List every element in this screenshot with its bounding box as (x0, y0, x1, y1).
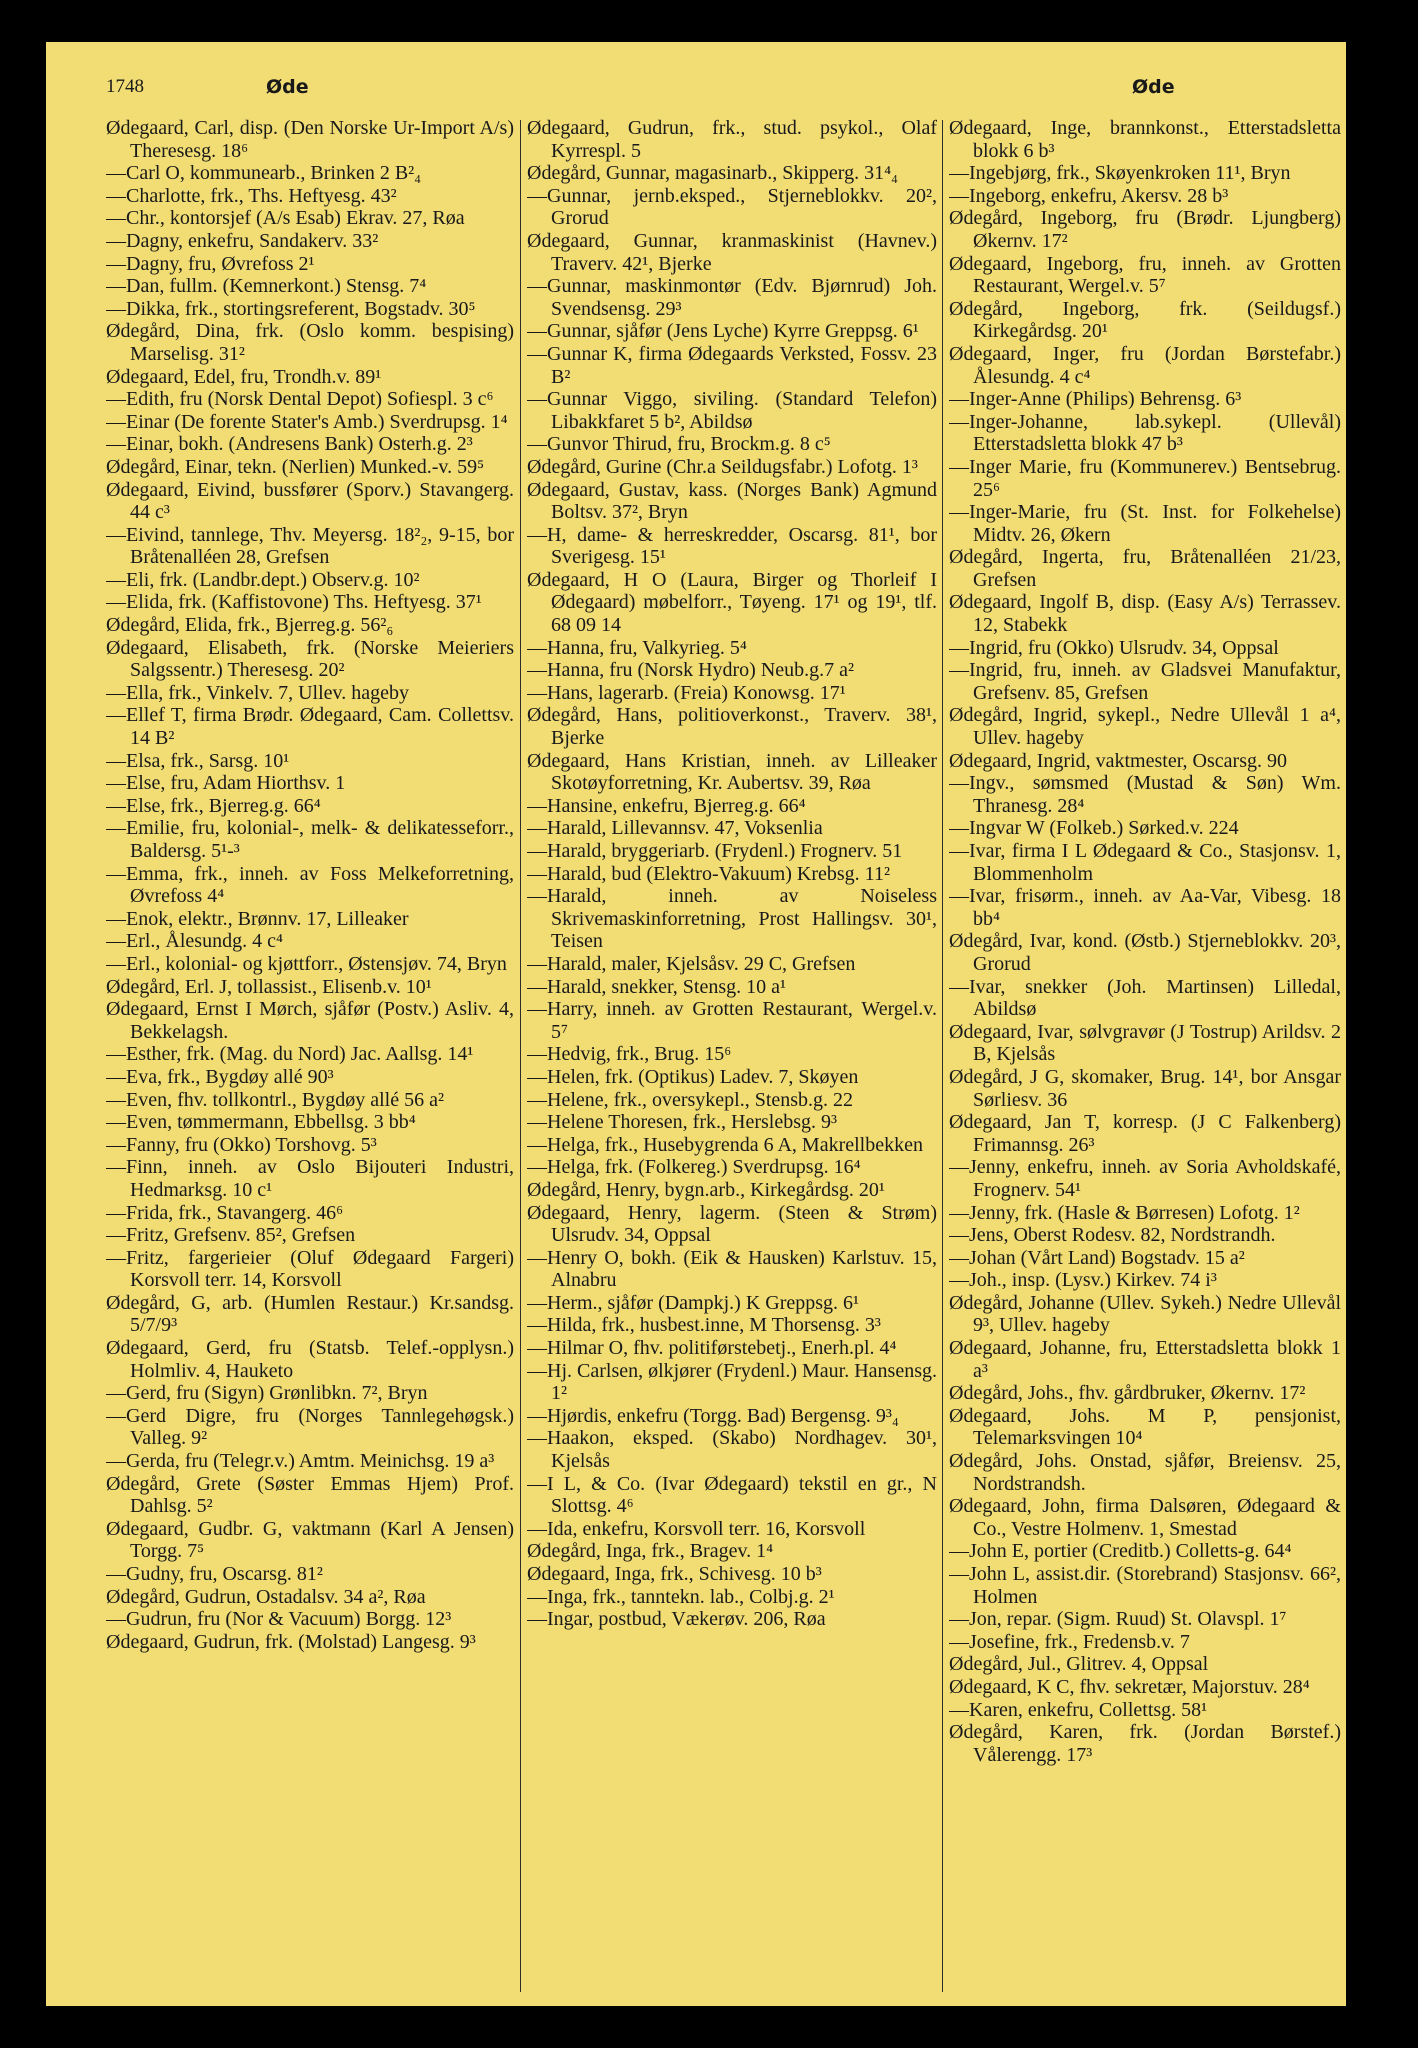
directory-entry: —Fritz, fargerieier (Oluf Ødegaard Fargeri) Korsvoll terr. 14, Korsvoll (106, 1246, 514, 1292)
directory-entry: Ødegaard, Gunnar, kranmaskinist (Havnev.) Traverv. 42¹, Bjerke (527, 229, 937, 275)
directory-entry: —Helga, frk. (Folkereg.) Sverdrupsg. 16⁴ (527, 1156, 861, 1179)
directory-entry: —Harald, maler, Kjelsåsv. 29 C, Grefsen (527, 952, 856, 975)
directory-entry: —Dagny, fru, Øvrefoss 2¹ (106, 252, 315, 275)
directory-entry: Ødegaard, Ingolf B, disp. (Easy A/s) Terrassev. 12, Stabekk (949, 591, 1341, 637)
directory-entry: Ødegaard, Johanne, fru, Etterstadsletta blokk 1 a³ (949, 1337, 1341, 1382)
directory-entry: —Ida, enkefru, Korsvoll terr. 16, Korsvoll (527, 1517, 866, 1540)
header-keyword-left: Øde (266, 76, 309, 98)
directory-entry: Ødegård, Johs., fhv. gårdbruker, Økernv. 17² (949, 1382, 1306, 1405)
directory-entry: —Else, fru, Adam Hiorthsv. 1 (106, 772, 346, 795)
directory-entry: —Ingar, postbud, Vækerøv. 206, Røa (527, 1608, 826, 1631)
directory-entry: —Harald, bryggeriarb. (Frydenl.) Frognerv. 51 (527, 840, 903, 862)
directory-entry: —Harald, Lillevannsv. 47, Voksenlia (527, 817, 823, 840)
directory-entry: Ødegård, Grete (Søster Emmas Hjem) Prof. Dahlsg. 5² (106, 1472, 514, 1518)
directory-entry: Ødegård, Jul., Glitrev. 4, Oppsal (949, 1653, 1209, 1676)
column-2 (527, 117, 937, 1997)
directory-entry: —Inga, frk., tanntekn. lab., Colbj.g. 2¹ (527, 1585, 835, 1608)
directory-page (46, 42, 1346, 2006)
directory-entry: —Jenny, frk. (Hasle & Børresen) Lofotg. 1² (949, 1201, 1300, 1224)
directory-entry: Ødegård, Erl. J, tollassist., Elisenb.v. 10¹ (106, 975, 432, 998)
directory-entry: Ødegård, Johanne (Ullev. Sykeh.) Nedre Ullevål 9³, Ullev. hageby (949, 1291, 1341, 1337)
directory-entry: —Else, frk., Bjerreg.g. 66⁴ (106, 794, 321, 817)
directory-entry: —Hedvig, frk., Brug. 15⁶ (527, 1043, 732, 1066)
directory-entry: —Gerda, fru (Telegr.v.) Amtm. Meinichsg. 19 a³ (106, 1450, 495, 1473)
directory-entry: Ødegård, Ingeborg, fru (Brødr. Ljungberg) Økernv. 17² (949, 207, 1341, 252)
directory-entry: —Helen, frk. (Optikus) Ladev. 7, Skøyen (527, 1065, 859, 1088)
directory-entry: —Ella, frk., Vinkelv. 7, Ullev. hageby (106, 681, 409, 704)
directory-entry: —Inger Marie, fru (Kommunerev.) Bentsebrug. 25⁶ (949, 455, 1341, 501)
directory-entry: —Haakon, eksped. (Skabo) Nordhagev. 30¹, Kjelsås (527, 1427, 937, 1473)
directory-entry: Ødegård, Karen, frk. (Jordan Børstef.) Vålerengg. 17³ (949, 1721, 1341, 1766)
directory-entry: —Helene, frk., oversykepl., Stensb.g. 22 (527, 1088, 854, 1111)
directory-entry: —Gudrun, fru (Nor & Vacuum) Borgg. 12³ (106, 1608, 452, 1631)
directory-entry: —Harald, bud (Elektro-Vakuum) Krebsg. 11² (527, 862, 890, 885)
page-number: 1748 (106, 76, 144, 97)
directory-entry: Ødegård, Ivar, kond. (Østb.) Stjerneblokkv. 20³, Grorud (949, 930, 1341, 975)
directory-entry: —Helene Thoresen, frk., Herslebsg. 9³ (527, 1111, 837, 1134)
directory-entry: —Hilmar O, fhv. politiførstebetj., Enerh.pl. 4⁴ (527, 1337, 897, 1360)
directory-entry: Ødegård, Einar, tekn. (Nerlien) Munked.-v. 59⁵ (106, 455, 485, 478)
directory-entry: —Emma, frk., inneh. av Foss Melkeforretning, Øvrefoss 4⁴ (106, 862, 514, 908)
directory-entry: —Helga, frk., Husebygrenda 6 A, Makrellbekken (527, 1133, 923, 1156)
directory-entry: Ødegaard, Ivar, sølvgravør (J Tostrup) Arildsv. 2 B, Kjelsås (949, 1020, 1341, 1066)
directory-entry: —Ivar, snekker (Joh. Martinsen) Lilledal, Abildsø (949, 975, 1341, 1021)
directory-entry: —Fritz, Grefsenv. 85², Grefsen (106, 1224, 356, 1247)
directory-entry: —Enok, elektr., Brønnv. 17, Lilleaker (106, 907, 409, 930)
directory-entry: —Elsa, frk., Sarsg. 10¹ (106, 749, 290, 772)
directory-entry: —I L, & Co. (Ivar Ødegaard) tekstil en gr., N Slottsg. 4⁶ (527, 1472, 937, 1518)
directory-entry: Ødegaard, Hans Kristian, inneh. av Lilleaker Skotøyforretning, Kr. Aubertsv. 39, Røa (527, 749, 937, 795)
directory-entry: —Harald, inneh. av Noiseless Skrivemaskinforretning, Prost Hallingsv. 30¹, Teisen (527, 885, 937, 953)
directory-entry: —Erl., Ålesundg. 4 c⁴ (106, 930, 283, 953)
directory-entry: —Inger-Johanne, lab.sykepl. (Ullevål) Etterstadsletta blokk 47 b³ (949, 410, 1341, 456)
column-divider (520, 120, 521, 1992)
directory-entry: —Hj. Carlsen, ølkjører (Frydenl.) Maur. Hansensg. 1² (527, 1359, 937, 1405)
directory-entry: —Gerd, fru (Sigyn) Grønlibkn. 7², Bryn (106, 1382, 428, 1405)
directory-entry: —Josefine, frk., Fredensb.v. 7 (949, 1630, 1190, 1653)
directory-entry: —Hansine, enkefru, Bjerreg.g. 66⁴ (527, 794, 806, 817)
directory-entry: Ødegaard, Ingeborg, fru, inneh. av Grotten Restaurant, Wergel.v. 5⁷ (949, 252, 1341, 298)
directory-entry: —Harald, snekker, Stensg. 10 a¹ (527, 975, 787, 998)
directory-entry: —Dikka, frk., stortingsreferent, Bogstadv. 30⁵ (106, 297, 476, 320)
column-1 (106, 117, 514, 1997)
header-keyword-right: Øde (1132, 76, 1175, 98)
directory-entry: Ødegaard, Elisabeth, frk. (Norske Meieriers Salgssentr.) Theresesg. 20² (106, 636, 514, 682)
directory-entry: —Frida, frk., Stavangerg. 46⁶ (106, 1201, 344, 1224)
directory-entry: —Joh., insp. (Lysv.) Kirkev. 74 i³ (949, 1269, 1217, 1292)
directory-entry: Ødegaard, Gudbr. G, vaktmann (Karl A Jensen) Torgg. 7⁵ (106, 1517, 514, 1563)
directory-entry: —Eivind, tannlege, Thv. Meyersg. 18²₂, 9-15, bor Bråtenalléen 28, Grefsen (106, 523, 514, 569)
directory-entry: Ødegård, Elida, frk., Bjerreg.g. 56²₆ (106, 614, 394, 637)
directory-entry: Ødegaard, H O (Laura, Birger og Thorleif I Ødegaard) møbelforr., Tøyeng. 17¹ og 19¹, tlf. 68 09 14 (527, 568, 937, 637)
directory-entry: Ødegård, Ingeborg, frk. (Seildugsf.) Kirkegårdsg. 20¹ (949, 297, 1341, 343)
directory-entry: —Gunnar, maskinmontør (Edv. Bjørnrud) Joh. Svendsensg. 29³ (527, 275, 937, 320)
directory-entry: Ødegaard, Ernst I Mørch, sjåfør (Postv.) Asliv. 4, Bekkelagsh. (106, 998, 514, 1043)
directory-entry: —Herm., sjåfør (Dampkj.) K Greppsg. 6¹ (527, 1291, 860, 1314)
directory-entry: —Hanna, fru (Norsk Hydro) Neub.g.7 a² (527, 659, 855, 682)
directory-entry: —Gunnar, sjåfør (Jens Lyche) Kyrre Greppsg. 6¹ (527, 320, 919, 343)
directory-entry: —Einar, bokh. (Andresens Bank) Osterh.g. 2³ (106, 433, 473, 456)
column-3 (949, 117, 1341, 1997)
directory-entry: —Henry O, bokh. (Eik & Hausken) Karlstuv. 15, Alnabru (527, 1246, 937, 1292)
directory-entry: —Ivar, firma I L Ødegaard & Co., Stasjonsv. 1, Blommenholm (949, 840, 1341, 885)
directory-entry: Ødegaard, Johs. M P, pensjonist, Telemarksvingen 10⁴ (949, 1404, 1341, 1450)
directory-entry: Ødegaard, Edel, fru, Trondh.v. 89¹ (106, 365, 382, 388)
directory-entry: —Ingebjørg, frk., Skøyenkroken 11¹, Bryn (949, 162, 1291, 185)
directory-entry: Ødegaard, Ingrid, vaktmester, Oscarsg. 90 (949, 749, 1287, 772)
directory-entry: —Ingvar W (Folkeb.) Sørked.v. 224 (949, 817, 1239, 840)
directory-entry: —Erl., kolonial- og kjøttforr., Østensjøv. 74, Bryn (106, 952, 507, 975)
directory-entry: —Gunnar Viggo, siviling. (Standard Telefon) Libakkfaret 5 b², Abildsø (527, 388, 937, 433)
directory-entry: Ødegaard, Inger, fru (Jordan Børstefabr.) Ålesundg. 4 c⁴ (949, 342, 1341, 388)
directory-entry: —Fanny, fru (Okko) Torshovg. 5³ (106, 1133, 377, 1156)
directory-entry: —Gunnar K, firma Ødegaards Verksted, Fossv. 23 B² (527, 342, 937, 388)
directory-entry: Ødegaard, K C, fhv. sekretær, Majorstuv. 28⁴ (949, 1675, 1310, 1698)
directory-entry: Ødegård, Dina, frk. (Oslo komm. bespising) Marselisg. 31² (106, 320, 514, 365)
directory-entry: Ødegaard, Henry, lagerm. (Steen & Strøm) Ulsrudv. 34, Oppsal (527, 1201, 937, 1247)
directory-entry: —Hjørdis, enkefru (Torgg. Bad) Bergensg. 9³₄ (527, 1404, 899, 1427)
directory-entry: —Ellef T, firma Brødr. Ødegaard, Cam. Collettsv. 14 B² (106, 704, 514, 750)
directory-entry: —Gunnar, jernb.eksped., Stjerneblokkv. 20², Grorud (527, 184, 937, 230)
directory-entry: —Elida, frk. (Kaffistovone) Ths. Heftyesg. 37¹ (106, 591, 482, 614)
directory-entry: —Jens, Oberst Rodesv. 82, Nordstrandh. (949, 1224, 1276, 1247)
column-divider (942, 120, 943, 1992)
directory-entry: —H, dame- & herreskredder, Oscarsg. 81¹, bor Sverigesg. 15¹ (527, 523, 937, 569)
directory-entry: —Ivar, frisørm., inneh. av Aa-Var, Vibesg. 18 bb⁴ (949, 885, 1341, 930)
page-header (46, 76, 1346, 100)
directory-entry: Ødegaard, John, firma Dalsøren, Ødegaard & Co., Vestre Holmenv. 1, Smestad (949, 1495, 1341, 1540)
directory-entry: —Eva, frk., Bygdøy allé 90³ (106, 1065, 334, 1088)
directory-entry: —Karen, enkefru, Collettsg. 58¹ (949, 1698, 1208, 1721)
directory-entry: —Chr., kontorsjef (A/s Esab) Ekrav. 27, Røa (106, 207, 465, 230)
directory-entry: —Ingeborg, enkefru, Akersv. 28 b³ (949, 184, 1229, 207)
directory-entry: —Ingrid, fru, inneh. av Gladsvei Manufaktur, Grefsenv. 85, Grefsen (949, 659, 1341, 704)
directory-entry: —Charlotte, frk., Ths. Heftyesg. 43² (106, 184, 397, 207)
directory-entry: —Esther, frk. (Mag. du Nord) Jac. Aallsg. 14¹ (106, 1043, 474, 1066)
directory-entry: —Finn, inneh. av Oslo Bijouteri Industri, Hedmarksg. 10 c¹ (106, 1156, 514, 1201)
directory-entry: Ødegaard, Gudrun, frk. (Molstad) Langesg. 9³ (106, 1630, 476, 1653)
directory-entry: Ødegaard, Jan T, korresp. (J C Falkenberg) Frimannsg. 26³ (949, 1111, 1341, 1156)
directory-entry: Ødegård, Ingerta, fru, Bråtenalléen 21/23, Grefsen (949, 546, 1341, 591)
directory-entry: Ødegård, Hans, politioverkonst., Traverv. 38¹, Bjerke (527, 704, 937, 750)
directory-entry: —Hans, lagerarb. (Freia) Konowsg. 17¹ (527, 681, 846, 704)
directory-entry: Ødegaard, Inga, frk., Schivesg. 10 b³ (527, 1563, 822, 1585)
directory-entry: —Hilda, frk., husbest.inne, M Thorsensg. 3³ (527, 1314, 881, 1337)
directory-entry: Ødegaard, Eivind, bussfører (Sporv.) Stavangerg. 44 c³ (106, 478, 514, 524)
directory-entry: —Johan (Vårt Land) Bogstadv. 15 a² (949, 1246, 1245, 1269)
directory-entry: Ødegård, Johs. Onstad, sjåfør, Breiensv. 25, Nordstrandsh. (949, 1450, 1341, 1495)
directory-entry: Ødegård, Ingrid, sykepl., Nedre Ullevål 1 a⁴, Ullev. hageby (949, 704, 1341, 750)
directory-entry: —Dan, fullm. (Kemnerkont.) Stensg. 7⁴ (106, 275, 427, 298)
directory-entry: —Harry, inneh. av Grotten Restaurant, Wergel.v. 5⁷ (527, 998, 937, 1043)
directory-entry: —Jenny, enkefru, inneh. av Soria Avholdskafé, Frognerv. 54¹ (949, 1156, 1341, 1201)
directory-entry: —Eli, frk. (Landbr.dept.) Observ.g. 10² (106, 568, 420, 591)
directory-entry: —Inger-Anne (Philips) Behrensg. 6³ (949, 388, 1242, 411)
directory-entry: Ødegård, J G, skomaker, Brug. 14¹, bor Ansgar Sørliesv. 36 (949, 1065, 1341, 1111)
directory-entry: —Ingrid, fru (Okko) Ulsrudv. 34, Oppsal (949, 636, 1279, 659)
directory-entry: Ødegaard, Gustav, kass. (Norges Bank) Agmund Boltsv. 37², Bryn (527, 478, 937, 524)
directory-entry: —John E, portier (Creditb.) Colletts-g. 64⁴ (949, 1540, 1292, 1563)
directory-entry: Ødegård, Gudrun, Ostadalsv. 34 a², Røa (106, 1585, 426, 1608)
directory-entry: —Ingv., sømsmed (Mustad & Søn) Wm. Thranesg. 28⁴ (949, 772, 1341, 817)
directory-entry: —Einar (De forente Stater's Amb.) Sverdrupsg. 1⁴ (106, 410, 508, 433)
directory-entry: Ødegaard, Gudrun, frk., stud. psykol., Olaf Kyrrespl. 5 (527, 117, 937, 162)
directory-entry: Ødegård, G, arb. (Humlen Restaur.) Kr.sandsg. 5/7/9³ (106, 1291, 514, 1337)
directory-entry: —Inger-Marie, fru (St. Inst. for Folkehelse) Midtv. 26, Økern (949, 501, 1341, 546)
directory-entry: —Gerd Digre, fru (Norges Tannlegehøgsk.) Valleg. 9² (106, 1404, 514, 1450)
directory-entry: —Carl O, kommunearb., Brinken 2 B²₄ (106, 162, 422, 185)
directory-entry: —Gunvor Thirud, fru, Brockm.g. 8 c⁵ (527, 433, 831, 456)
directory-entry: Ødegaard, Inge, brannkonst., Etterstadsletta blokk 6 b³ (949, 117, 1341, 162)
directory-entry: Ødegård, Henry, bygn.arb., Kirkegårdsg. 20¹ (527, 1178, 885, 1201)
directory-entry: —Hanna, fru, Valkyrieg. 5⁴ (527, 636, 747, 659)
directory-entry: Ødegård, Gunnar, magasinarb., Skipperg. 31⁴₄ (527, 162, 899, 185)
directory-entry: —Emilie, fru, kolonial-, melk- & delikatesseforr., Baldersg. 5¹-³ (106, 817, 514, 862)
directory-entry: Ødegård, Inga, frk., Bragev. 1⁴ (527, 1540, 774, 1563)
directory-entry: Ødegård, Gurine (Chr.a Seildugsfabr.) Lofotg. 1³ (527, 455, 918, 478)
directory-entry: Ødegaard, Gerd, fru (Statsb. Telef.-opplysn.) Holmliv. 4, Hauketo (106, 1337, 514, 1382)
directory-entry: —Even, fhv. tollkontrl., Bygdøy allé 56 a² (106, 1088, 444, 1111)
directory-entry: —Edith, fru (Norsk Dental Depot) Sofiespl. 3 c⁶ (106, 388, 494, 411)
directory-entry: —Gudny, fru, Oscarsg. 81² (106, 1563, 323, 1585)
directory-entry: —Jon, repar. (Sigm. Ruud) St. Olavspl. 1⁷ (949, 1608, 1287, 1631)
directory-entry: —Dagny, enkefru, Sandakerv. 33² (106, 229, 379, 252)
directory-entry: Ødegaard, Carl, disp. (Den Norske Ur-Import A/s) Theresesg. 18⁶ (106, 117, 514, 162)
directory-entry: —John L, assist.dir. (Storebrand) Stasjonsv. 66², Holmen (949, 1563, 1341, 1608)
directory-entry: —Even, tømmermann, Ebbellsg. 3 bb⁴ (106, 1111, 416, 1134)
